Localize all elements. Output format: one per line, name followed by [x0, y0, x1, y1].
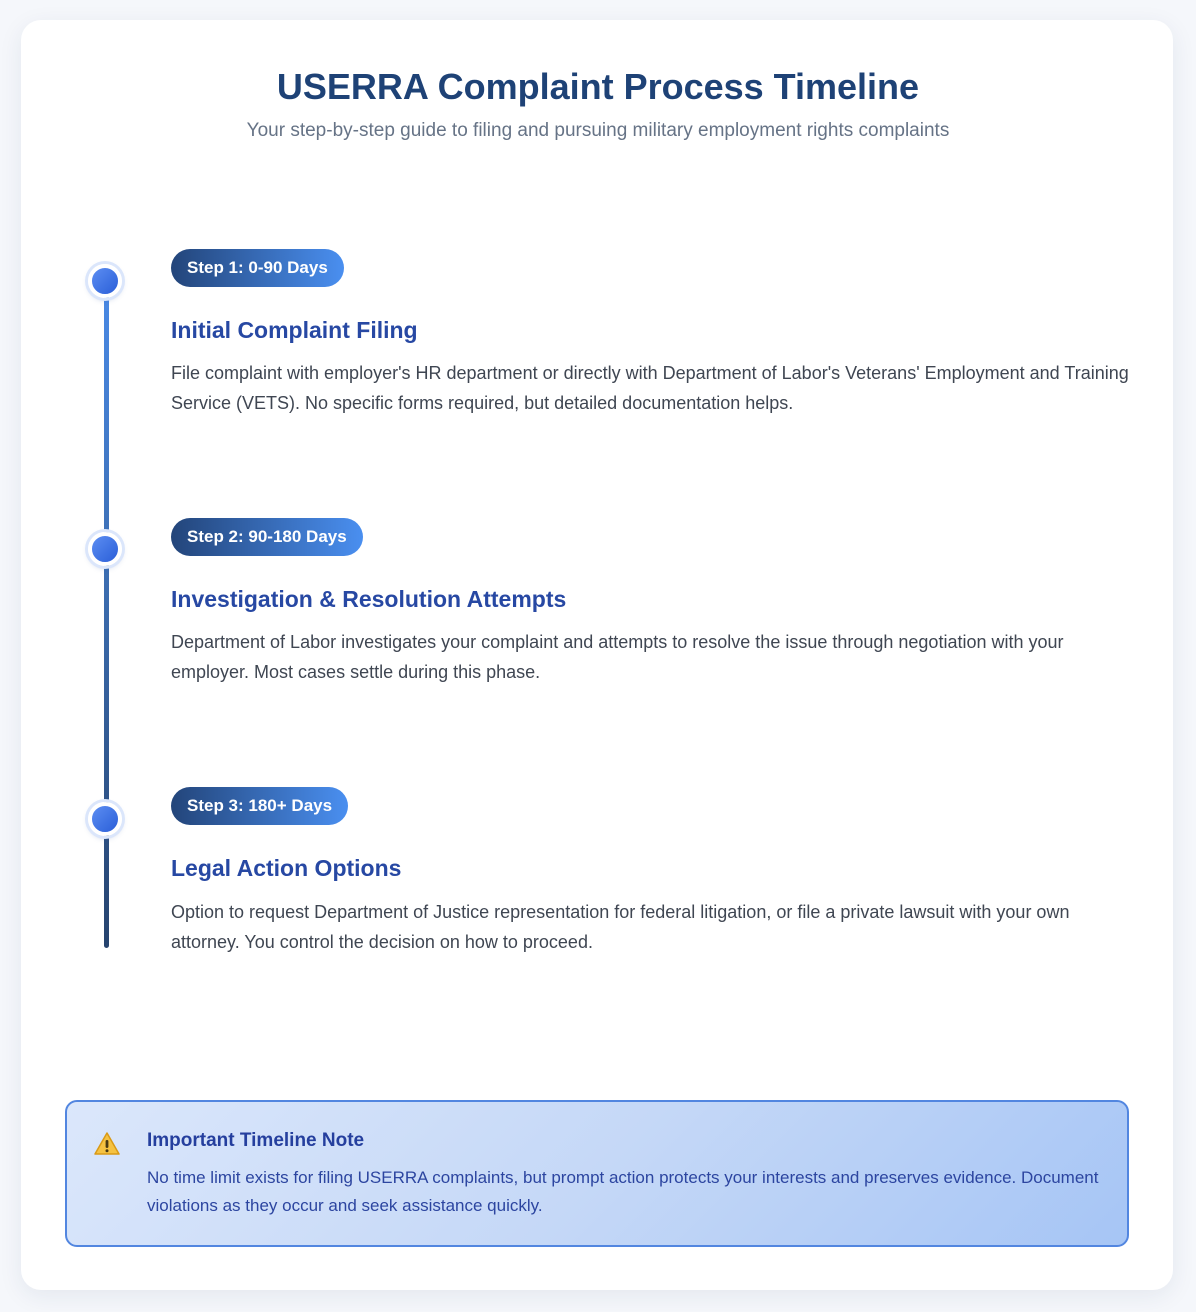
- warning-icon: [93, 1130, 121, 1158]
- step-description: Department of Labor investigates your complaint and attempts to resolve the issue through negotiation with your employer. Most cases settle during this phase.: [171, 632, 1064, 682]
- timeline-dot: [88, 802, 122, 836]
- step-description: File complaint with employer's HR department or directly with Department of Labor's Veterans' Employment and Training Service (VETS). No specific forms required, but detailed documentation helps.: [171, 363, 1129, 413]
- timeline-line: [104, 282, 109, 948]
- timeline-dot: [88, 264, 122, 298]
- step-title: Investigation & Resolution Attempts: [171, 586, 567, 612]
- page-title: USERRA Complaint Process Timeline: [276, 66, 920, 107]
- timeline-dot: [88, 532, 122, 566]
- page-subtitle: Your step-by-step guide to filing and pursuing military employment rights complaints: [246, 120, 950, 141]
- step-title: Initial Complaint Filing: [171, 317, 418, 343]
- note-title: Important Timeline Note: [147, 1130, 365, 1151]
- timeline-note-callout: [65, 1100, 1129, 1247]
- step-badge: Step 1: 0-90 Days: [171, 249, 344, 287]
- step-badge: Step 2: 90-180 Days: [171, 518, 363, 556]
- step-description: Option to request Department of Justice representation for federal litigation, or file a private lawsuit with your own attorney. You control the decision on how to proceed.: [171, 902, 1070, 952]
- step-badge: Step 3: 180+ Days: [171, 787, 348, 825]
- note-text: No time limit exists for filing USERRA complaints, but prompt action protects your interests and preserves evidence. Document violations as they occur and seek assistance quickly.: [147, 1168, 1099, 1215]
- step-title: Legal Action Options: [171, 855, 402, 881]
